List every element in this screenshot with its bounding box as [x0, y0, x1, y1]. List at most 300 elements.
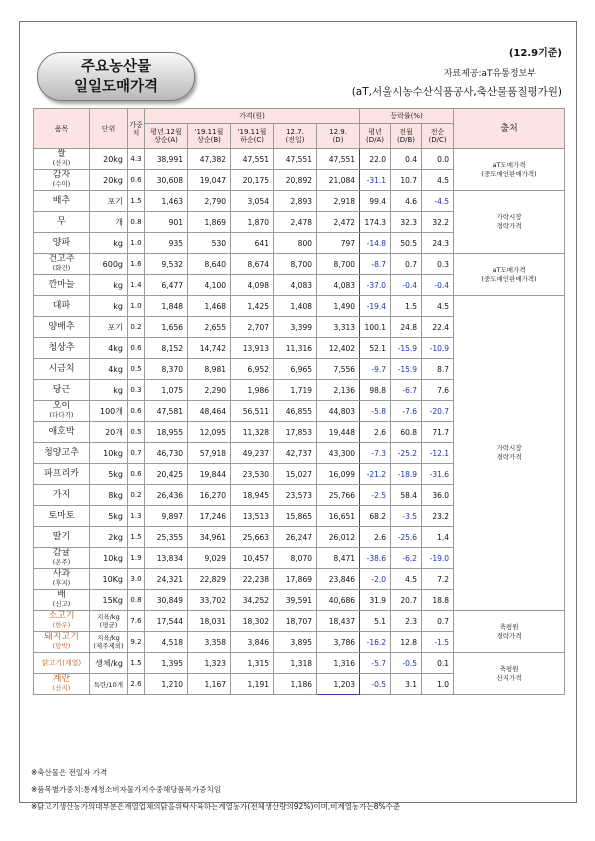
- weight-cell: 0.3: [128, 380, 145, 401]
- item-cell: [34, 569, 90, 590]
- item-cell: [34, 359, 90, 380]
- weight-cell: 1.4: [128, 275, 145, 296]
- unit-cell: kg: [90, 275, 128, 296]
- rate-cell-dc: -19.0: [422, 548, 454, 569]
- rate-cell-da: -31.1: [360, 170, 391, 191]
- price-cell-c: 4,098: [231, 275, 274, 296]
- weight-cell: 3.0: [128, 569, 145, 590]
- title-line-2: 일일도매가격: [73, 79, 159, 95]
- rate-cell-dc: -12.1: [422, 443, 454, 464]
- source-line-1: aT도매가격: [492, 160, 526, 169]
- price-cell-a: 1,395: [145, 653, 188, 674]
- price-cell-a: 1,075: [145, 380, 188, 401]
- item-cell: [34, 632, 90, 653]
- header-col-d: 12.7. (전일): [274, 124, 317, 149]
- item-name: 시금치: [48, 363, 75, 374]
- price-cell-d: 39,591: [274, 590, 317, 611]
- price-cell-b: 4,100: [188, 275, 231, 296]
- rate-cell-dc: 24.3: [422, 233, 454, 254]
- rate-cell-dc: -31.6: [422, 464, 454, 485]
- weight-cell: 1.5: [128, 653, 145, 674]
- weight-cell: 4.3: [128, 149, 145, 170]
- rate-cell-db: 2.3: [391, 611, 422, 632]
- source-cell: [454, 254, 565, 296]
- price-cell-d: 1,318: [274, 653, 317, 674]
- weight-cell: 0.6: [128, 464, 145, 485]
- rate-cell-da: 174.3: [360, 212, 391, 233]
- rate-cell-da: -5.8: [360, 401, 391, 422]
- item-cell: [34, 296, 90, 317]
- rate-cell-da: 52.1: [360, 338, 391, 359]
- unit-cell: 특란/10개: [90, 674, 128, 695]
- rate-cell-dc: 1.4: [422, 527, 454, 548]
- rate-cell-db: -25.2: [391, 443, 422, 464]
- price-cell-d: 15,865: [274, 506, 317, 527]
- price-cell-b: 3,358: [188, 632, 231, 653]
- price-cell-c: 22,238: [231, 569, 274, 590]
- price-cell-e: 23,846: [317, 569, 360, 590]
- weight-cell: 9.2: [128, 632, 145, 653]
- weight-cell: 1.0: [128, 296, 145, 317]
- rate-cell-db: 1.5: [391, 296, 422, 317]
- item-cell: [34, 191, 90, 212]
- header-col-a: 평년.12월 상순(A): [145, 124, 188, 149]
- source-line-1: 축평원: [499, 622, 519, 631]
- unit-cell: kg: [90, 233, 128, 254]
- table-row: [34, 254, 565, 275]
- price-cell-b: 33,702: [188, 590, 231, 611]
- rate-cell-db: -0.5: [391, 653, 422, 674]
- rate-cell-dc: 4.5: [422, 170, 454, 191]
- item-name: 토마토: [48, 510, 75, 521]
- rate-cell-da: 5.1: [360, 611, 391, 632]
- price-cell-d: 17,869: [274, 569, 317, 590]
- price-cell-e: 3,786: [317, 632, 360, 653]
- price-cell-b: 1,869: [188, 212, 231, 233]
- rate-cell-db: 20.7: [391, 590, 422, 611]
- rate-cell-db: 12.8: [391, 632, 422, 653]
- rate-cell-da: -2.5: [360, 485, 391, 506]
- price-cell-e: 8,700: [317, 254, 360, 275]
- item-subname: (탕박): [52, 642, 71, 650]
- item-cell: [34, 422, 90, 443]
- unit-cell: 지육/kg (평균): [90, 611, 128, 632]
- price-cell-a: 30,849: [145, 590, 188, 611]
- price-cell-a: 1,463: [145, 191, 188, 212]
- header-weight: 가중치: [128, 109, 145, 149]
- item-name: 청양고추: [44, 447, 79, 458]
- unit-cell: 2kg: [90, 527, 128, 548]
- price-cell-e: 44,803: [317, 401, 360, 422]
- price-cell-a: 1,656: [145, 317, 188, 338]
- price-cell-e: 25,766: [317, 485, 360, 506]
- price-cell-c: 641: [231, 233, 274, 254]
- item-cell: [34, 527, 90, 548]
- item-name: 청상추: [48, 342, 75, 353]
- source-line-2: (중도매인판매가격): [481, 169, 537, 178]
- rate-cell-da: 2.6: [360, 527, 391, 548]
- rate-cell-da: 99.4: [360, 191, 391, 212]
- price-cell-c: 18,945: [231, 485, 274, 506]
- unit-cell: 600g: [90, 254, 128, 275]
- rate-cell-db: 0.4: [391, 149, 422, 170]
- item-cell: [34, 611, 90, 632]
- rate-cell-dc: 4.5: [422, 296, 454, 317]
- unit-cell: 5kg: [90, 506, 128, 527]
- price-cell-b: 19,844: [188, 464, 231, 485]
- price-table-body: [34, 149, 565, 695]
- price-cell-a: 18,955: [145, 422, 188, 443]
- price-cell-b: 9,029: [188, 548, 231, 569]
- price-cell-e: 16,099: [317, 464, 360, 485]
- item-name: 대파: [52, 300, 71, 311]
- rate-cell-dc: -4.5: [422, 191, 454, 212]
- price-cell-d: 3,399: [274, 317, 317, 338]
- price-cell-b: 48,464: [188, 401, 231, 422]
- item-cell: [34, 233, 90, 254]
- item-name: 사과: [52, 569, 71, 579]
- rate-cell-da: 22.0: [360, 149, 391, 170]
- item-name: 양파: [52, 237, 71, 248]
- price-cell-c: 25,663: [231, 527, 274, 548]
- price-cell-a: 47,581: [145, 401, 188, 422]
- rate-cell-dc: 0.1: [422, 653, 454, 674]
- price-cell-a: 25,355: [145, 527, 188, 548]
- price-cell-c: 20,175: [231, 170, 274, 191]
- price-cell-d: 3,895: [274, 632, 317, 653]
- rate-cell-db: -6.7: [391, 380, 422, 401]
- source-line-2: 경락가격: [496, 222, 522, 230]
- price-cell-a: 1,848: [145, 296, 188, 317]
- price-cell-a: 13,834: [145, 548, 188, 569]
- notes: [31, 764, 400, 815]
- price-cell-e: 12,402: [317, 338, 360, 359]
- unit-cell: 포기: [90, 191, 128, 212]
- price-cell-e: 47,551: [317, 149, 360, 170]
- item-subname: (온주): [52, 558, 71, 566]
- source-line-2: 경락가격: [496, 453, 522, 461]
- unit-cell: 4kg: [90, 338, 128, 359]
- item-name: 소고기: [48, 611, 75, 621]
- source-cell: [454, 296, 565, 611]
- rate-cell-dc: 0.3: [422, 254, 454, 275]
- unit-cell: 포기: [90, 317, 128, 338]
- title-line-1: 주요농산물: [80, 59, 152, 75]
- rate-cell-dc: -0.4: [422, 275, 454, 296]
- rate-cell-db: -7.6: [391, 401, 422, 422]
- price-cell-e: 2,136: [317, 380, 360, 401]
- rate-cell-da: -19.4: [360, 296, 391, 317]
- price-cell-b: 2,290: [188, 380, 231, 401]
- weight-cell: 1.5: [128, 191, 145, 212]
- item-subname: (수미): [52, 180, 71, 188]
- price-cell-c: 23,530: [231, 464, 274, 485]
- unit-cell: 개: [90, 212, 128, 233]
- header-col-b: '19.11월 상순(B): [188, 124, 231, 149]
- item-name: 감귤: [52, 548, 71, 558]
- weight-cell: 0.5: [128, 359, 145, 380]
- weight-cell: 7.6: [128, 611, 145, 632]
- price-cell-c: 1,191: [231, 674, 274, 695]
- price-cell-b: 1,167: [188, 674, 231, 695]
- item-name: 가지: [52, 489, 71, 500]
- price-cell-b: 8,981: [188, 359, 231, 380]
- unit-cell: 20개: [90, 422, 128, 443]
- header-item: 품목: [34, 109, 90, 149]
- weight-cell: 0.2: [128, 317, 145, 338]
- rate-cell-dc: 7.2: [422, 569, 454, 590]
- price-cell-c: 11,328: [231, 422, 274, 443]
- price-cell-e: 43,300: [317, 443, 360, 464]
- rate-cell-da: 31.9: [360, 590, 391, 611]
- item-name: 쌀: [57, 149, 66, 159]
- item-cell: [34, 590, 90, 611]
- item-name: 오이: [52, 401, 71, 411]
- price-cell-b: 16,270: [188, 485, 231, 506]
- rate-cell-dc: -1.5: [422, 632, 454, 653]
- weight-cell: 0.6: [128, 170, 145, 191]
- source-cell: [454, 149, 565, 191]
- price-cell-a: 30,608: [145, 170, 188, 191]
- rate-cell-dc: 18.8: [422, 590, 454, 611]
- item-cell: [34, 443, 90, 464]
- weight-cell: 2.6: [128, 674, 145, 695]
- price-cell-d: 26,247: [274, 527, 317, 548]
- item-cell: [34, 380, 90, 401]
- unit-cell: kg: [90, 380, 128, 401]
- price-cell-a: 4,518: [145, 632, 188, 653]
- weight-cell: 0.7: [128, 443, 145, 464]
- unit-cell: 10Kg: [90, 569, 128, 590]
- price-cell-c: 18,302: [231, 611, 274, 632]
- rate-cell-da: -7.3: [360, 443, 391, 464]
- title-badge: [37, 52, 195, 101]
- source-line-1: 가락시장: [496, 444, 522, 452]
- weight-cell: 0.8: [128, 590, 145, 611]
- unit-cell: 5kg: [90, 464, 128, 485]
- price-cell-d: 800: [274, 233, 317, 254]
- source-cell: [454, 653, 565, 695]
- item-subname: (화건): [52, 264, 71, 272]
- data-sources: (aT,서울시농수산식품공사,축산물품질평가원): [351, 86, 562, 98]
- item-cell: [34, 254, 90, 275]
- price-cell-c: 47,551: [231, 149, 274, 170]
- price-cell-e: 7,556: [317, 359, 360, 380]
- price-cell-c: 2,707: [231, 317, 274, 338]
- rate-cell-dc: -20.7: [422, 401, 454, 422]
- rate-cell-db: 10.7: [391, 170, 422, 191]
- price-cell-a: 1,210: [145, 674, 188, 695]
- header-source: 출처: [454, 109, 565, 149]
- rate-cell-da: -37.0: [360, 275, 391, 296]
- price-cell-b: 1,468: [188, 296, 231, 317]
- price-cell-b: 17,246: [188, 506, 231, 527]
- price-cell-a: 8,370: [145, 359, 188, 380]
- price-cell-b: 2,790: [188, 191, 231, 212]
- price-cell-d: 4,083: [274, 275, 317, 296]
- header-col-c: '19.11월 하순(C): [231, 124, 274, 149]
- weight-cell: 1.9: [128, 548, 145, 569]
- item-cell: [34, 170, 90, 191]
- item-subname: (한우): [52, 621, 71, 629]
- rate-cell-da: -9.7: [360, 359, 391, 380]
- rate-cell-da: -16.2: [360, 632, 391, 653]
- price-cell-c: 3,054: [231, 191, 274, 212]
- price-cell-d: 6,965: [274, 359, 317, 380]
- item-subname: (신고): [52, 600, 71, 608]
- price-cell-a: 38,991: [145, 149, 188, 170]
- item-cell: [34, 674, 90, 695]
- price-cell-e: 16,651: [317, 506, 360, 527]
- price-cell-e: 1,316: [317, 653, 360, 674]
- price-cell-b: 8,640: [188, 254, 231, 275]
- rate-cell-da: 98.8: [360, 380, 391, 401]
- price-cell-b: 1,323: [188, 653, 231, 674]
- item-name: 계란: [52, 674, 71, 684]
- rate-cell-db: 50.5: [391, 233, 422, 254]
- price-cell-e: 8,471: [317, 548, 360, 569]
- item-cell: [34, 317, 90, 338]
- source-line-2: 경락가격: [496, 631, 522, 640]
- rate-cell-dc: 7.6: [422, 380, 454, 401]
- price-cell-b: 57,918: [188, 443, 231, 464]
- price-cell-a: 8,152: [145, 338, 188, 359]
- rate-cell-db: 3.1: [391, 674, 422, 695]
- item-name: 돼지고기: [44, 632, 79, 642]
- price-table: [33, 108, 565, 695]
- header-rate-group: 등락률(%): [360, 109, 454, 124]
- weight-cell: 0.5: [128, 422, 145, 443]
- price-cell-c: 13,513: [231, 506, 274, 527]
- rate-cell-da: 100.1: [360, 317, 391, 338]
- price-cell-e: 4,083: [317, 275, 360, 296]
- price-cell-e: 19,448: [317, 422, 360, 443]
- price-cell-c: 8,674: [231, 254, 274, 275]
- header-price-group: 가격(원): [145, 109, 360, 124]
- source-cell: [454, 611, 565, 653]
- rate-cell-dc: -10.9: [422, 338, 454, 359]
- rate-cell-da: -38.6: [360, 548, 391, 569]
- price-cell-e: 26,012: [317, 527, 360, 548]
- item-name: 깐마늘: [48, 279, 75, 290]
- weight-cell: 0.6: [128, 401, 145, 422]
- price-cell-c: 13,913: [231, 338, 274, 359]
- price-cell-c: 1,315: [231, 653, 274, 674]
- price-cell-b: 12,095: [188, 422, 231, 443]
- rate-cell-db: 0.7: [391, 254, 422, 275]
- weight-cell: 1.6: [128, 254, 145, 275]
- rate-cell-db: -0.4: [391, 275, 422, 296]
- item-name: 당근: [52, 384, 71, 395]
- item-cell: [34, 149, 90, 170]
- price-cell-e: 21,084: [317, 170, 360, 191]
- price-cell-a: 9,897: [145, 506, 188, 527]
- item-name: 닭고기(계열): [41, 658, 82, 667]
- item-name: 딸기: [52, 531, 71, 542]
- unit-cell: 생체/kg: [90, 653, 128, 674]
- price-cell-d: 47,551: [274, 149, 317, 170]
- rate-cell-dc: 0.0: [422, 149, 454, 170]
- item-name: 애호박: [48, 426, 75, 437]
- item-subname: (산지): [52, 159, 71, 167]
- weight-cell: 1.0: [128, 233, 145, 254]
- rate-cell-dc: 1.0: [422, 674, 454, 695]
- rate-cell-dc: 0.7: [422, 611, 454, 632]
- price-cell-b: 22,829: [188, 569, 231, 590]
- price-cell-d: 46,855: [274, 401, 317, 422]
- price-cell-c: 10,457: [231, 548, 274, 569]
- price-cell-d: 18,707: [274, 611, 317, 632]
- price-cell-d: 15,027: [274, 464, 317, 485]
- item-cell: [34, 464, 90, 485]
- rate-cell-db: -15.9: [391, 338, 422, 359]
- rate-cell-da: 68.2: [360, 506, 391, 527]
- header-unit: 단위: [90, 109, 128, 149]
- price-cell-e: 2,472: [317, 212, 360, 233]
- unit-cell: 10kg: [90, 548, 128, 569]
- price-cell-e: 2,918: [317, 191, 360, 212]
- source-line-1: aT도매가격: [492, 265, 526, 274]
- rate-cell-dc: 8.7: [422, 359, 454, 380]
- price-cell-d: 1,719: [274, 380, 317, 401]
- rate-cell-dc: 32.2: [422, 212, 454, 233]
- price-cell-a: 24,321: [145, 569, 188, 590]
- price-cell-b: 47,382: [188, 149, 231, 170]
- price-cell-c: 34,252: [231, 590, 274, 611]
- rate-cell-dc: 71.7: [422, 422, 454, 443]
- rate-cell-db: 60.8: [391, 422, 422, 443]
- price-cell-d: 8,070: [274, 548, 317, 569]
- rate-cell-db: -18.9: [391, 464, 422, 485]
- rate-cell-da: -14.8: [360, 233, 391, 254]
- item-cell: [34, 275, 90, 296]
- rate-cell-db: 4.5: [391, 569, 422, 590]
- weight-cell: 0.6: [128, 338, 145, 359]
- item-subname: (산지): [52, 684, 71, 692]
- source-cell: [454, 191, 565, 254]
- unit-cell: 15Kg: [90, 590, 128, 611]
- rate-cell-db: -25.6: [391, 527, 422, 548]
- item-cell: [34, 401, 90, 422]
- price-cell-d: 1,408: [274, 296, 317, 317]
- note-line: ※품목별가중치:통계청소비자물가지수중해당품목가중치임: [31, 785, 221, 794]
- weight-cell: 1.5: [128, 527, 145, 548]
- source-line-2: (중도매인판매가격): [481, 274, 537, 283]
- price-cell-e: 3,313: [317, 317, 360, 338]
- price-cell-d: 17,853: [274, 422, 317, 443]
- price-cell-a: 9,532: [145, 254, 188, 275]
- item-cell: [34, 485, 90, 506]
- item-cell: [34, 548, 90, 569]
- header-col-db: 전월 (D/B): [391, 124, 422, 149]
- price-cell-b: 2,655: [188, 317, 231, 338]
- weight-cell: 1.3: [128, 506, 145, 527]
- item-name: 무: [57, 216, 66, 227]
- price-cell-a: 935: [145, 233, 188, 254]
- price-cell-d: 20,892: [274, 170, 317, 191]
- rate-cell-db: -15.9: [391, 359, 422, 380]
- rate-cell-dc: 23.2: [422, 506, 454, 527]
- item-name: 파프리카: [44, 468, 79, 479]
- source-line-1: 가락시장: [496, 213, 522, 221]
- header-col-dc: 전순 (D/C): [422, 124, 454, 149]
- rate-cell-db: 4.6: [391, 191, 422, 212]
- table-row: [34, 149, 565, 170]
- price-cell-d: 11,316: [274, 338, 317, 359]
- price-cell-c: 1,986: [231, 380, 274, 401]
- price-cell-c: 3,846: [231, 632, 274, 653]
- price-cell-a: 20,425: [145, 464, 188, 485]
